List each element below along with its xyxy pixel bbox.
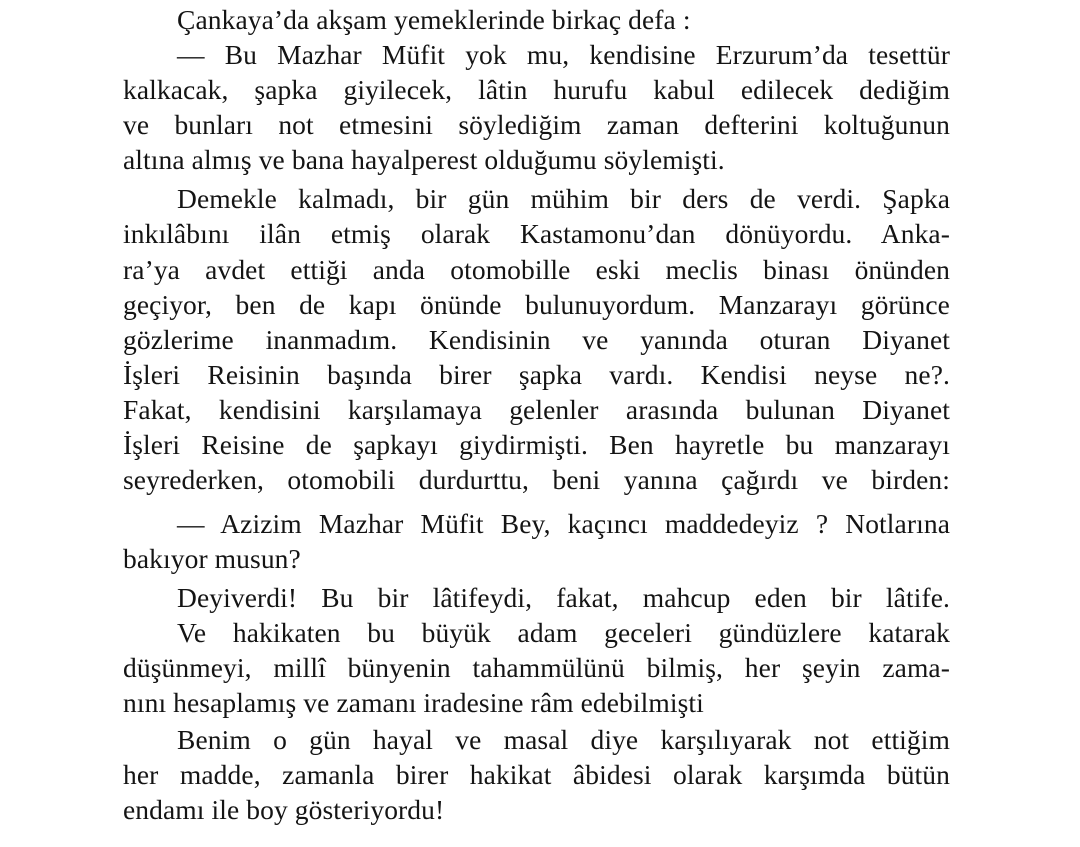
text-line: Çankaya’da akşam yemeklerinde birkaç defa : (177, 4, 691, 35)
text-line: bakıyor musun? (123, 543, 301, 574)
text-line: ra’ya avdet ettiği anda otomobille eski meclis binası önünden (123, 254, 950, 285)
text-line: ve bunları not etmesini söylediğim zaman defterini koltuğunun (123, 109, 950, 140)
text-line: inkılâbını ilân etmiş olarak Kastamonu’dan dönüyordu. Anka- (123, 218, 950, 249)
text-line: kalkacak, şapka giyilecek, lâtin hurufu kabul edilecek dediğim (123, 74, 950, 105)
text-line: altına almış ve bana hayalperest olduğumu söylemişti. (123, 144, 725, 175)
text-line: endamı ile boy gösteriyordu! (123, 794, 445, 825)
text-line: Ve hakikaten bu büyük adam geceleri gündüzlere katarak (177, 617, 950, 648)
text-line: düşünmeyi, millî bünyenin tahammülünü bilmiş, her şeyin zama- (123, 652, 950, 683)
text-line: Benim o gün hayal ve masal diye karşılıyarak not ettiğim (177, 724, 950, 755)
text-line: İşleri Reisine de şapkayı giydirmişti. Ben hayretle bu manzarayı (123, 429, 950, 460)
text-line: — Azizim Mazhar Müfit Bey, kaçıncı maddedeyiz ? Notlarına (177, 508, 950, 539)
text-line: nını hesaplamış ve zamanı iradesine râm edebilmişti (123, 687, 704, 718)
text-line: her madde, zamanla birer hakikat âbidesi olarak karşımda bütün (123, 759, 950, 790)
text-line: gözlerime inanmadım. Kendisinin ve yanında oturan Diyanet (123, 324, 950, 355)
text-line: İşleri Reisinin başında birer şapka vardı. Kendisi neyse ne?. (123, 359, 950, 390)
text-line: Fakat, kendisini karşılamaya gelenler arasında bulunan Diyanet (123, 394, 950, 425)
text-line: Deyiverdi! Bu bir lâtifeydi, fakat, mahcup eden bir lâtife. (177, 582, 950, 613)
text-line: Demekle kalmadı, bir gün mühim bir ders de verdi. Şapka (177, 183, 950, 214)
text-line: seyrederken, otomobili durdurttu, beni yanına çağırdı ve birden: (123, 464, 950, 495)
text-line: — Bu Mazhar Müfit yok mu, kendisine Erzurum’da tesettür (177, 39, 950, 70)
text-line: geçiyor, ben de kapı önünde bulunuyordum. Manzarayı görünce (123, 289, 950, 320)
